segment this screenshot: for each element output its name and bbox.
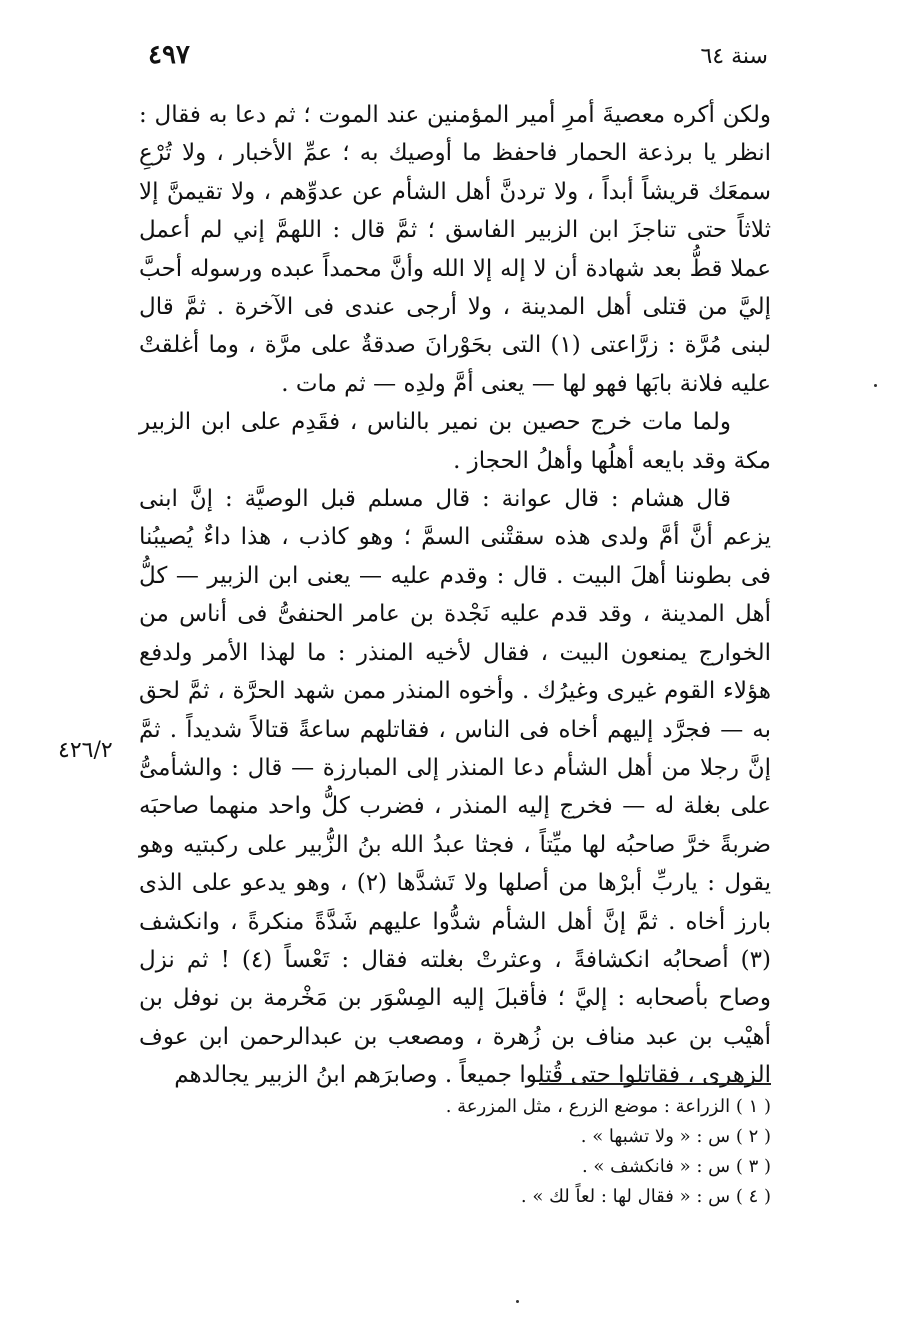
- footnote-2: ( ٢ ) س : « ولا تشبها » .: [580, 1126, 771, 1147]
- paragraph-2: ولما مات خرج حصين بن نمير بالناس ، فقَدِم على ابن الزبير مكة وقد بايعه أهلُها وأهلُ الحجاز .: [139, 409, 771, 474]
- margin-reference: ٤٢٦/٢: [58, 738, 113, 763]
- running-head: سنة ٦٤: [700, 44, 768, 69]
- scan-speck: [874, 384, 877, 387]
- footnote-4: ( ٤ ) س : « فقال لها : لعاً لك » .: [520, 1186, 771, 1207]
- paragraph-1: ولكن أكره معصيةَ أمرِ أمير المؤمنين عند الموت ؛ ثم دعا به فقال : انظر يا برذعة الحمار فاحفظ ما أوصيك به ؛ عمِّ الأخبار ، ولا تُرْعِ سمعَك قريشاً أبداً ، ولا تردنَّ أهل الشأم عن عدوِّهم ، ولا تقيمنَّ إلا ثلاثاً حتى تناجزَ ابن الزبير الفاسق ؛ ثمَّ قال : اللهمَّ إني لم أعمل عملا قطُّ بعد شهادة أن لا إله إلا الله وأنَّ محمداً عبده ورسوله أحبَّ إليَّ من قتلى أهل المدينة ، ولا أرجى عندى فى الآخرة . ثمَّ قال لبنى مُرَّة : زرَّاعتى (١) التى بحَوْرانَ صدقةٌ على مرَّة ، وما أغلقتْ عليه فلانة بابَها فهو لها — يعنى أمَّ ولدِه — ثم مات .: [139, 102, 771, 397]
- footnote-3: ( ٣ ) س : « فانكشف » .: [581, 1156, 771, 1177]
- paragraph-3: قال هشام : قال عوانة : قال مسلم قبل الوصيَّة : إنَّ ابنى يزعم أنَّ أمَّ ولدى هذه سقتْنى السمَّ ؛ وهو كاذب ، هذا داءٌ يُصيبُنا فى بطوننا أهلَ البيت . قال : وقدم عليه — يعنى ابن الزبير — كلُّ أهل المدينة ، وقد قدم عليه نَجْدة بن عامر الحنفىُّ فى أناس من الخوارج يمنعون البيت ، فقال لأخيه المنذر : ما لهذا الأمر ولدفع هؤلاء القوم غيرى وغيرُك . وأخوه المنذر ممن شهد الحرَّة ، ثمَّ لحق به — فجرَّد إليهم أخاه فى الناس ، فقاتلهم ساعةً قتالاً شديداً . ثمَّ إنَّ رجلا من أهل الشأم دعا المنذر إلى المبارزة — قال : والشأمىُّ على بغلة له — فخرج إليه المنذر ، فضرب كلُّ واحد منهما صاحبَه ضربةً خرَّ صاحبُه لها ميِّتاً ، فجثا عبدُ الله بنُ الزُّبير على ركبتيه وهو يقول : ياربِّ أبرْها من أصلها ولا تَشدَّها (٢) ، وهو يدعو على الذى بارز أخاه . ثمَّ إنَّ أهل الشأم شدُّوا عليهم شَدَّةً منكرةً ، وانكشف (٣) أصحابُه انكشافةً ، وعثرتْ بغلته فقال : تَعْساً (٤) ! ثم نزل وصاح بأصحابه : إليَّ ؛ فأقبلَ إليه المِسْوَر بن مَخْرمة بن نوفل بن أهيْب بن عبد مناف بن زُهرة ، ومصعب بن عبدالرحمن ابن عوف الزهرى ، فقاتلوا حتى قُتلوا جميعاً . وصابرَهم ابنُ الزبير يجالدهم: [139, 486, 772, 1089]
- main-text: [139, 96, 771, 1095]
- footnote-1: ( ١ ) الزراعة : موضع الزرع ، مثل المزرعة .: [445, 1096, 771, 1117]
- footnote-divider: [539, 1083, 771, 1085]
- scan-speck: [516, 1300, 519, 1303]
- footnotes: [139, 1092, 771, 1212]
- page-number: ٤٩٧: [148, 40, 190, 70]
- page-header: [148, 40, 768, 80]
